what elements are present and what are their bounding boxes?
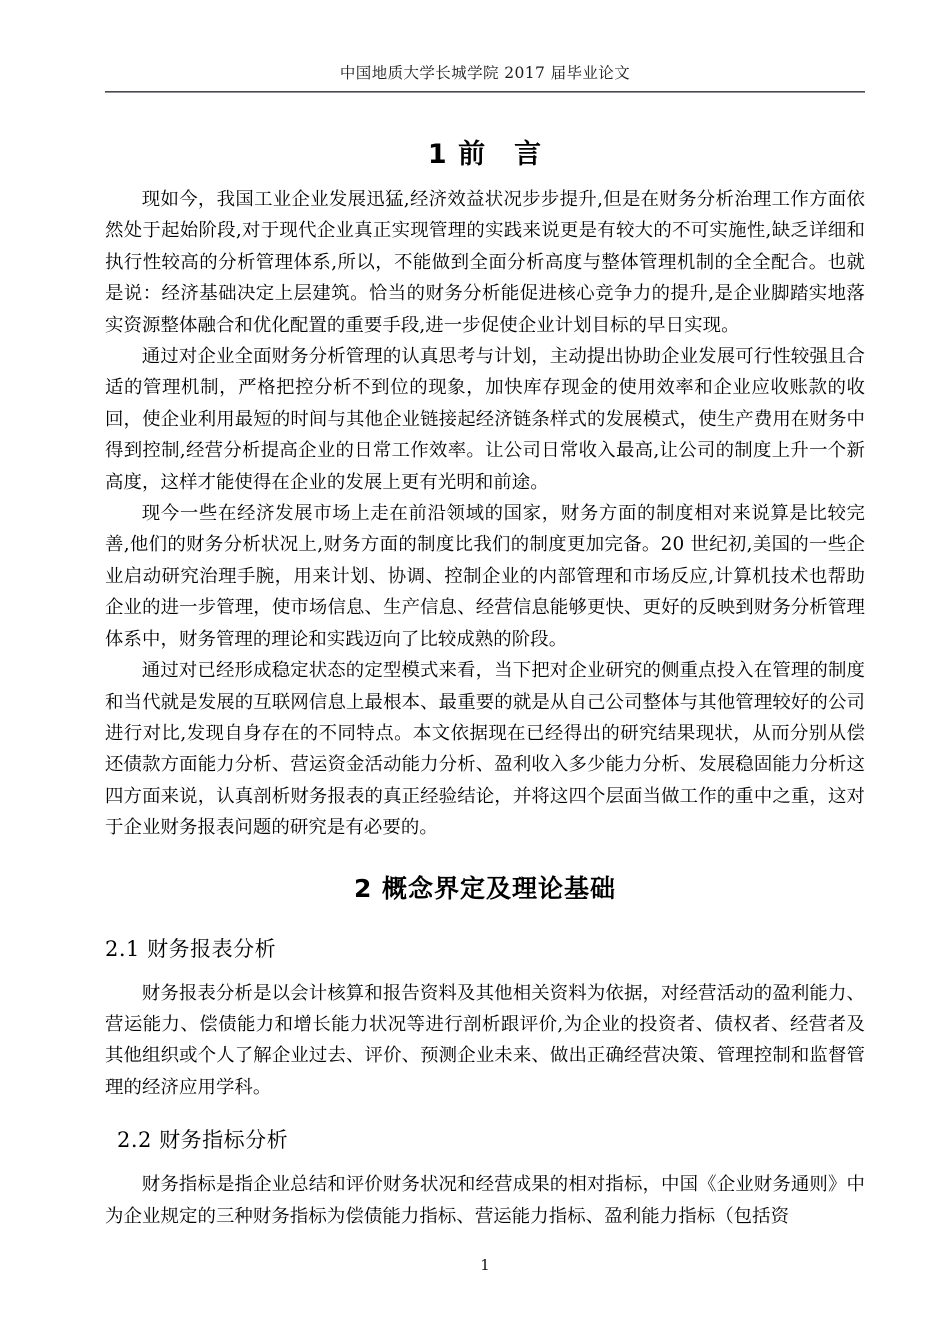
chapter-heading-1: 1 前 言 [427,139,543,170]
running-header-text: 中国地质大学长城学院 2017 届毕业论文 [339,64,631,82]
section-heading-2-1: 2.1 财务报表分析 [105,936,277,961]
header-divider-rule [105,91,865,93]
paragraph-intro-2: 通过对企业全面财务分析管理的认真思考与计划，主动提出协助企业发展可行性较强且合适的管理机制，严格把控分析不到位的现象，加快库存现金的使用效率和企业应收账款的收回，使企业利用最短的时间与其他企业链接起经济链条样式的发展模式，使生产费用在财务中得到控制,经营分析提高企业的日常工作效率。让公司日常收入最高,让公司的制度上升一个新高度，这样才能使得在企业的发展上更有光明和前途。 [105,346,865,493]
section-heading-2-2: 2.2 财务指标分析 [117,1128,289,1153]
paragraph-intro-3: 现今一些在经济发展市场上走在前沿领域的国家，财务方面的制度相对来说算是比较完善,他们的财务分析状况上,财务方面的制度比我们的制度更加完备。20 世纪初,美国的一些企业启动研究治理手腕，用来计划、协调、控制企业的内部管理和市场反应,计算机技术也帮助企业的进一步管理，使市场信息、生产信息、经营信息能够更快、更好的反映到财务分析管理体系中，财务管理的理论和实践迈向了比较成熟的阶段。 [105,503,865,650]
chapter-heading-2: 2 概念界定及理论基础 [353,873,617,903]
paragraph-intro-4: 通过对已经形成稳定状态的定型模式来看，当下把对企业研究的侧重点投入在管理的制度和当代就是发展的互联网信息上最根本、最重要的就是从自己公司整体与其他管理较好的公司进行对比,发现自身存在的不同特点。本文依据现在已经得出的研究结果现状，从而分别从偿还债款方面能力分析、营运资金活动能力分析、盈利收入多少能力分析、发展稳固能力分析这四方面来说，认真剖析财务报表的真正经验结论，并将这四个层面当做工作的重中之重，这对于企业财务报表问题的研究是有必要的。 [105,660,865,839]
document-content [105,118,865,1232]
page-number: 1 [480,1256,490,1274]
paragraph-section-2-2: 财务指标是指企业总结和评价财务状况和经营成果的相对指标，中国《企业财务通则》中为企业规定的三种财务指标为偿债能力指标、营运能力指标、盈利能力指标（包括资 [105,1174,865,1227]
running-header [105,62,865,84]
page-footer [105,1255,865,1275]
paragraph-section-2-1: 财务报表分析是以会计核算和报告资料及其他相关资料为依据，对经营活动的盈利能力、营运能力、偿债能力和增长能力状况等进行剖析跟评价,为企业的投资者、债权者、经营者及其他组织或个人了解企业过去、评价、预测企业未来、做出正确经营决策、管理控制和监督管理的经济应用学科。 [105,982,865,1098]
paragraph-intro-1: 现如今，我国工业企业发展迅猛,经济效益状况步步提升,但是在财务分析治理工作方面依然处于起始阶段,对于现代企业真正实现管理的实践来说更是有较大的不可实施性,缺乏详细和执行性较高的分析管理体系,所以，不能做到全面分析高度与整体管理机制的全全配合。也就是说：经济基础决定上层建筑。恰当的财务分析能促进核心竞争力的提升,是企业脚踏实地落实资源整体融合和优化配置的重要手段,进一步促使企业计划目标的早日实现。 [105,189,865,336]
